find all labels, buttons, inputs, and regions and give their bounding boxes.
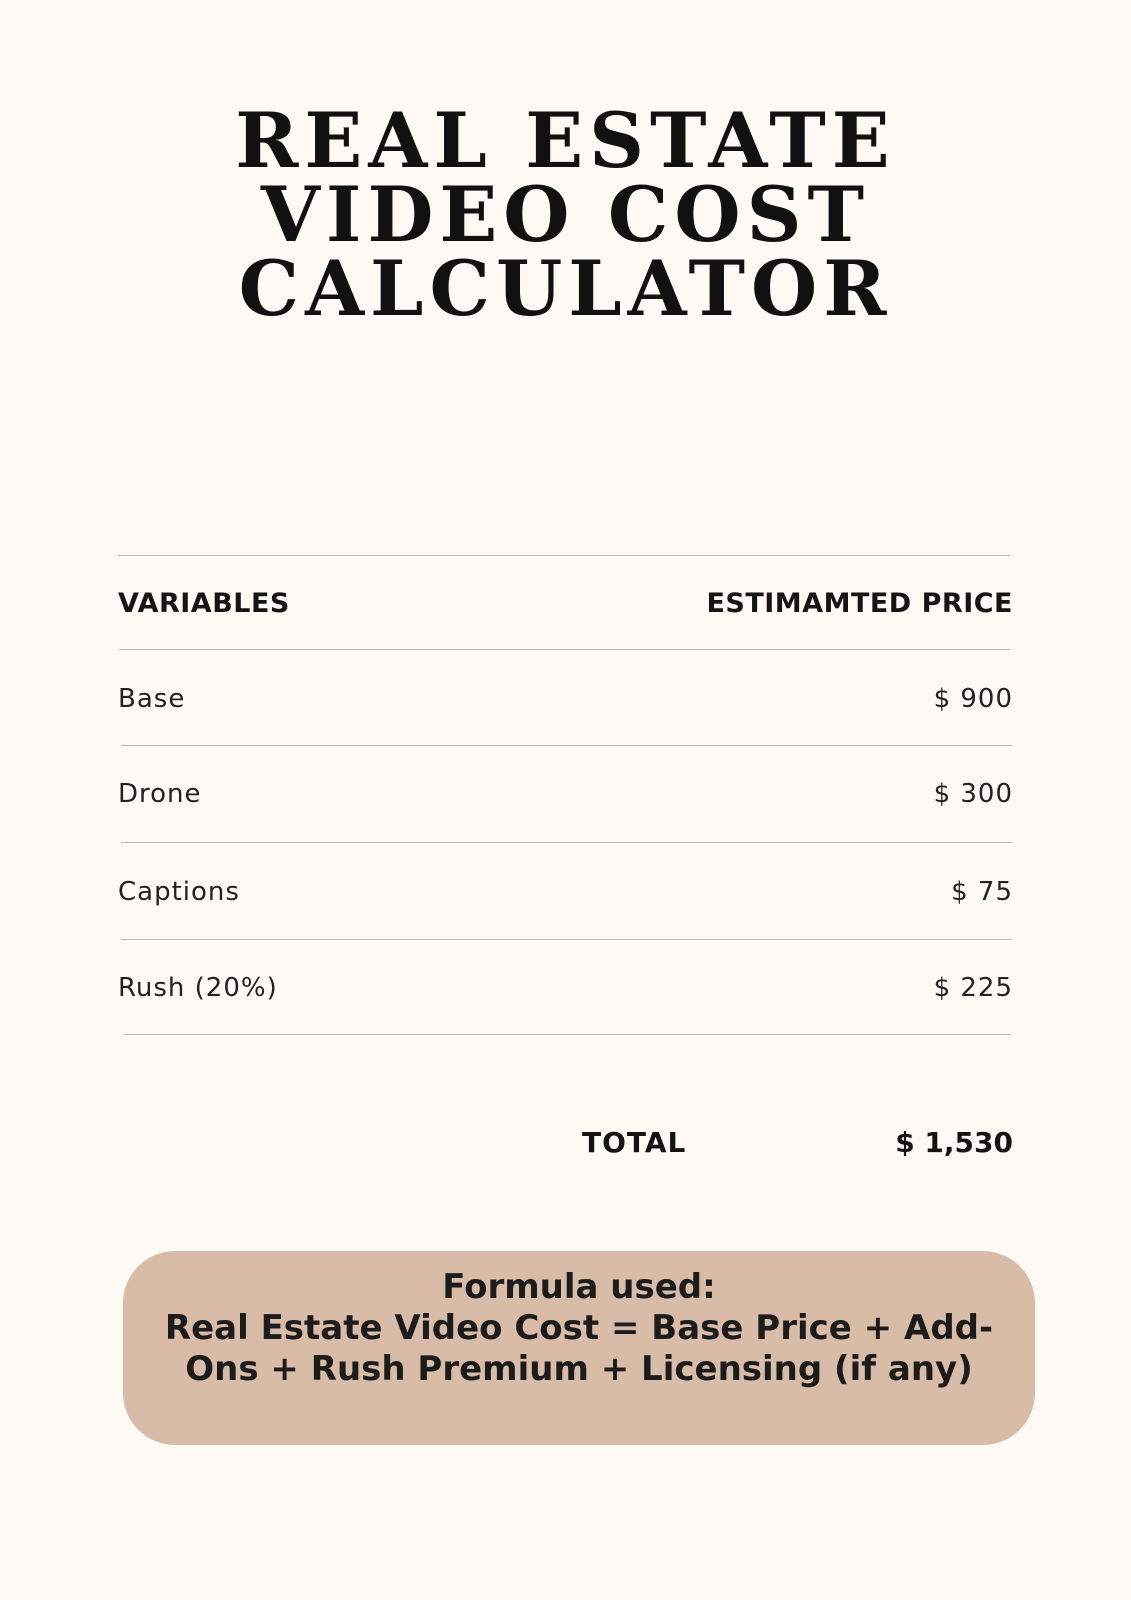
formula-heading: Formula used: [442,1267,716,1307]
row-price-base: $ 900 [933,684,1013,714]
row-divider [121,939,1012,940]
page-title [0,96,1131,333]
header-variables: VARIABLES [118,588,290,619]
title-line-2: VIDEO COST [260,170,871,259]
table-bottom-divider [123,1034,1011,1035]
row-label-base: Base [118,684,186,714]
formula-box [123,1251,1035,1445]
row-divider [121,842,1012,843]
formula-line-1: Real Estate Video Cost = Base Price + Add- [164,1308,994,1348]
row-label-captions: Captions [118,877,240,907]
formula-line-2: Ons + Rush Premium + Licensing (if any) [185,1349,973,1389]
total-value: $ 1,530 [895,1126,1013,1159]
header-divider [119,649,1010,650]
header-estimated-price: ESTIMAMTED PRICE [706,588,1013,619]
title-line-3: CALCULATOR [238,244,893,333]
title-line-1: REAL ESTATE [235,96,896,185]
row-price-captions: $ 75 [951,877,1013,907]
total-label: TOTAL [582,1126,687,1159]
table-top-divider [118,555,1010,556]
row-price-rush: $ 225 [933,973,1013,1003]
row-price-drone: $ 300 [933,779,1013,809]
row-label-drone: Drone [118,779,202,809]
row-label-rush: Rush (20%) [118,973,278,1003]
row-divider [121,745,1012,746]
